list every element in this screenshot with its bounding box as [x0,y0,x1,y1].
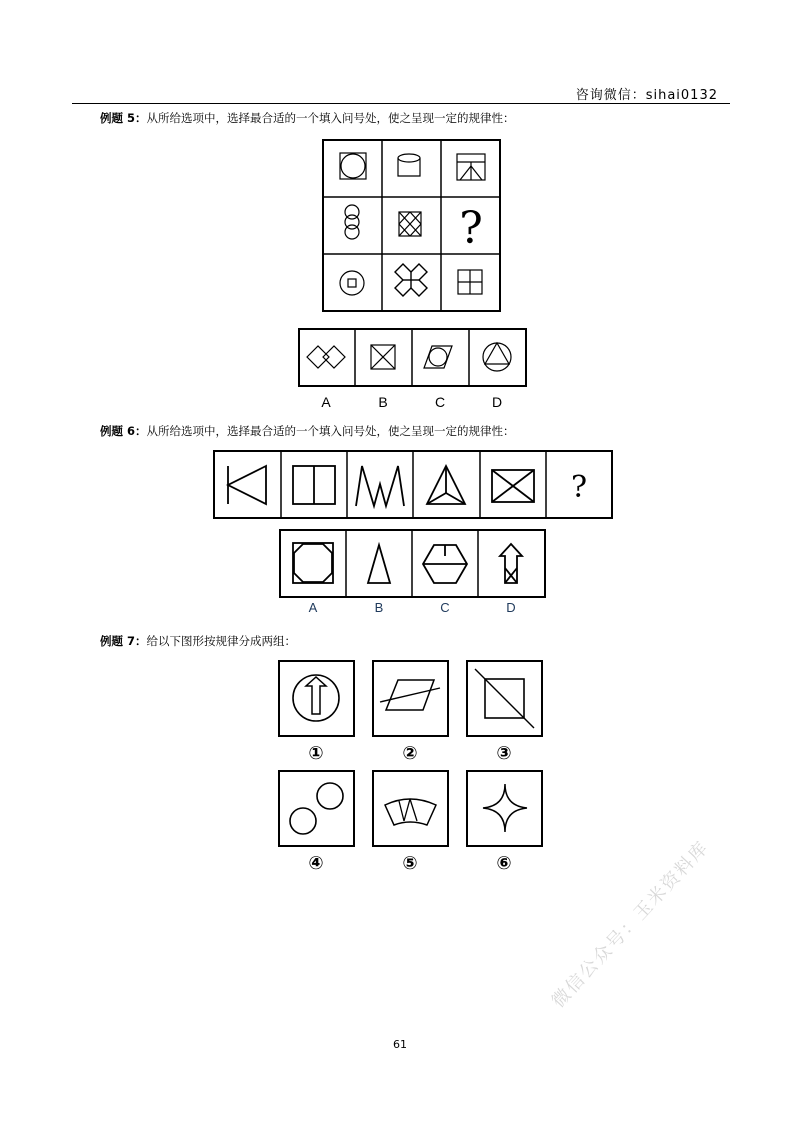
q6-sequence-row [214,451,612,518]
q5-cell-3 [457,154,485,180]
q6-option-a-label: A [308,600,318,615]
q5-option-b-label: B [378,394,388,410]
q7-figure-1 [279,661,354,736]
q5-option-c-label: C [434,394,446,410]
q5-cell-9 [458,270,482,294]
q6-option-d-figure [500,544,522,583]
page-number: 61 [393,1038,407,1051]
watermark: 微信公众号：玉米资料库 [547,836,714,1013]
q7-item-3-label: ③ [496,743,512,764]
question-7-text: 给以下图形按规律分成两组： [146,634,297,648]
q5-option-a-label: A [321,394,331,410]
q6-figure-3 [356,466,404,506]
q7-figure-3 [467,661,542,736]
q6-option-d-label: D [506,600,516,615]
q7-item-2-label: ② [402,743,418,764]
q6-option-a-figure [293,543,333,583]
q7-item-5-label: ⑤ [402,853,418,874]
q6-figure-2 [293,466,335,504]
question-6-text: 从所给选项中，选择最合适的一个填入问号处，使之呈现一定的规律性： [146,424,515,438]
q7-item-1-label: ① [308,743,324,764]
q6-figure-4 [427,466,465,504]
q6-figure-5 [492,470,534,502]
q5-cell-1 [340,153,366,179]
q7-figure-4 [279,771,354,846]
q6-option-b-figure [368,545,390,583]
q5-cell-4 [345,205,359,239]
q6-option-c-label: C [440,600,450,615]
q7-figure-2 [373,661,448,736]
contact-header: 咨询微信：sihai0132 [575,88,718,103]
q5-cell-2 [398,154,420,176]
q6-figure-1 [228,466,266,504]
q5-cell-8 [395,264,427,296]
q5-option-b-figure [371,345,395,369]
q5-cell-5 [399,212,421,236]
q7-item-4-label: ④ [308,853,324,874]
q7-item-6-label: ⑥ [496,853,512,874]
q5-option-d-figure [483,343,511,371]
q5-option-c-figure [424,346,452,368]
q5-options-row [299,329,526,386]
q6-question-mark: ? [570,470,588,505]
q6-option-b-label: B [374,600,384,615]
question-5-text: 从所给选项中，选择最合适的一个填入问号处，使之呈现一定的规律性： [146,111,515,125]
question-5-label: 例题 5： [100,111,147,125]
question-7-label: 例题 7： [100,634,147,648]
q5-option-d-label: D [491,394,503,410]
q6-option-c-figure [423,545,467,583]
q5-question-mark: ? [459,203,483,254]
q5-cell-7 [340,271,364,295]
question-6-label: 例题 6： [100,424,147,438]
q7-figure-6 [467,771,542,846]
q5-option-a-figure [307,346,345,368]
q7-figure-5 [373,771,448,846]
